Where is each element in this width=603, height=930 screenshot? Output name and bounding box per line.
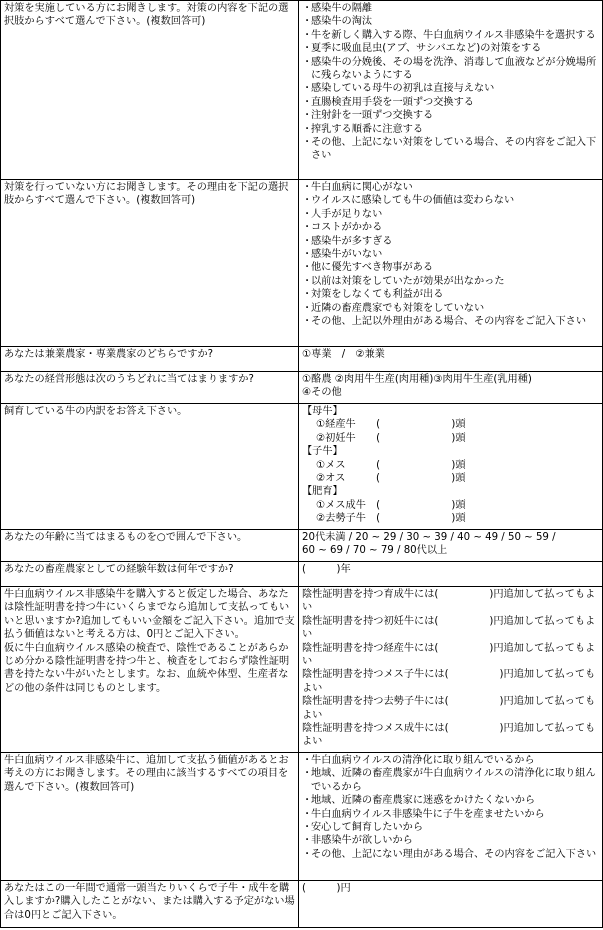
row-herd-breakdown [1, 404, 603, 530]
option-item[interactable]: ・ 感染牛の淘汰 [302, 15, 599, 28]
question-text: 対策を行っていない方にお聞きします。その理由を下記の選択肢からすべて選んで下さい。(複数回答可) [4, 182, 289, 207]
count-field[interactable]: ①メス成牛 ( )頭 [316, 499, 466, 511]
question-cell [1, 372, 299, 404]
question-text: あなたの年齢に当てはまるものを○で囲んで下さい。 [4, 532, 248, 543]
option-item[interactable]: ・ 牛白血病に関心がない [302, 181, 599, 194]
option-item[interactable]: ・ 感染牛の分娩後、その場を洗浄、消毒して血液などが分娩場所に残らないようにする [302, 56, 599, 83]
question-cell [1, 587, 299, 753]
question-text: あなたはこの一年間で通常一頭当たりいくらで子牛・成牛を購入しますか?購入したことがない、または購入する予定がない場合は0円とご記入下さい。 [4, 883, 295, 921]
count-field[interactable]: ②初妊牛 ( )頭 [316, 432, 466, 444]
options-list [302, 754, 599, 861]
option-item[interactable]: ・ コストがかかる [302, 221, 599, 234]
question-cell [1, 1, 299, 180]
question-cell [1, 347, 299, 372]
row-measures-taken [1, 1, 603, 180]
options-list [302, 181, 599, 328]
group-heading: 【母牛】 [302, 406, 343, 417]
option-item[interactable]: ・ 非感染牛が欲しいから [302, 834, 599, 847]
count-field[interactable]: ②去勢子牛 ( )頭 [316, 513, 466, 525]
row-farm-type [1, 347, 603, 372]
answer-cell [299, 347, 603, 372]
row-no-measures [1, 180, 603, 347]
answer-cell [299, 1, 603, 180]
option-item[interactable]: ・ 以前は対策をしていたが効果が出なかった [302, 275, 599, 288]
row-purchase-price [1, 881, 603, 928]
question-text: 牛白血病ウイルス非感染牛を購入すると仮定した場合、あなたは陰性証明書を持つ牛にいくらまでなら追加して支払ってもいいと思いますか?追加してもいい金額をご記入下さい。追加で支払う価値はないと考える方は、0円とご記入下さい。 [4, 589, 295, 641]
count-field[interactable]: ②オス ( )頭 [316, 473, 466, 485]
option-item[interactable]: ・ 人手が足りない [302, 208, 599, 221]
price-field[interactable]: 陰性証明書を持つメス成牛には( )円追加して払ってもよい [302, 723, 596, 748]
price-field[interactable]: 陰性証明書を持つ育成牛には( )円追加して払ってもよい [302, 589, 596, 614]
answer-cell [299, 372, 603, 404]
option-item[interactable]: ・ 近隣の畜産農家でも対策をしていない [302, 302, 599, 315]
answer-choices[interactable]: ①専業 / ②兼業 [302, 349, 385, 360]
option-item[interactable]: ・ 地域、近隣の畜産農家に迷惑をかけたくないから [302, 794, 599, 807]
option-item[interactable]: ・ 他に優先すべき物事がある [302, 261, 599, 274]
option-item[interactable]: ・ その他、上記以外理由がある場合、その内容をご記入下さい [302, 315, 599, 328]
row-reasons-to-pay [1, 753, 603, 881]
options-list [302, 2, 599, 163]
group-heading: 【子牛】 [302, 446, 343, 458]
row-age [1, 530, 603, 562]
option-item[interactable]: ・ その他、上記にない対策をしている場合、その内容をご記入下さい [302, 136, 599, 163]
answer-choices[interactable]: ①酪農 ②肉用牛生産(肉用種)③肉用牛生産(乳用種) [302, 374, 532, 385]
option-item[interactable]: ・ 地域、近隣の畜産農家が牛白血病ウイルスの清浄化に取り組んでいるから [302, 767, 599, 794]
answer-cell [299, 753, 603, 881]
option-item[interactable]: ・ その他、上記にない理由がある場合、その内容をご記入下さい [302, 848, 599, 861]
row-willingness-to-pay [1, 587, 603, 753]
years-field[interactable]: ( )年 [302, 564, 351, 575]
count-field[interactable]: ①メス ( )頭 [316, 459, 466, 471]
question-cell [1, 881, 299, 928]
option-item[interactable]: ・ 感染牛の隔離 [302, 2, 599, 15]
option-item[interactable]: ・ 感染牛が多すぎる [302, 235, 599, 248]
option-item[interactable]: ・ 直腸検査用手袋を一頭ずつ交換する [302, 96, 599, 109]
price-field[interactable]: 陰性証明書を持つ去勢子牛には( )円追加して払ってもよい [302, 696, 596, 721]
question-cell [1, 180, 299, 347]
question-text: 飼育している牛の内訳をお答え下さい。 [4, 406, 188, 417]
option-item[interactable]: ・ 安心して飼育したいから [302, 821, 599, 834]
group-heading: 【肥育】 [302, 486, 343, 498]
question-text: 仮に牛白血病ウイルス感染の検査で、陰性であることがあらかじめ分かる陰性証明書を持つ牛と、検査をしておらず陰性証明書を持たない牛がいたとします。なお、血統や体型、生産者などの他の条件は同じものとします。 [4, 642, 290, 694]
answer-cell [299, 530, 603, 562]
option-item[interactable]: ・ ウイルスに感染しても牛の価値は変わらない [302, 194, 599, 207]
answer-cell [299, 881, 603, 928]
question-cell [1, 753, 299, 881]
question-text: あなたは兼業農家・専業農家のどちらですか? [4, 349, 214, 360]
option-item[interactable]: ・ 搾乳する順番に注意する [302, 123, 599, 136]
row-experience [1, 562, 603, 587]
option-item[interactable]: ・ 牛を新しく購入する際、牛白血病ウイルス非感染牛を選択する [302, 29, 599, 42]
question-cell [1, 404, 299, 530]
yen-field[interactable]: ( )円 [302, 883, 351, 894]
option-item[interactable]: ・ 牛白血病ウイルスの清浄化に取り組んでいるから [302, 754, 599, 767]
question-text: あなたの畜産農家としての経験年数は何年ですか? [4, 564, 234, 575]
option-item[interactable]: ・ 注射針を一頭ずつ交換する [302, 109, 599, 122]
age-choices[interactable]: 20代未満 / 20 ~ 29 / 30 ~ 39 / 40 ~ 49 / 50 ~ 59 / [302, 532, 556, 543]
count-field[interactable]: ①経産牛 ( )頭 [316, 419, 466, 431]
answer-cell [299, 404, 603, 530]
question-cell [1, 562, 299, 587]
question-text: 牛白血病ウイルス非感染牛に、追加して支払う価値があるとお考えの方にお聞きします。その理由に該当するすべての項目を選んで下さい。(複数回答可) [4, 755, 289, 793]
option-item[interactable]: ・ 対策をしなくても利益が出る [302, 288, 599, 301]
answer-cell [299, 562, 603, 587]
option-item[interactable]: ・ 感染牛がいない [302, 248, 599, 261]
price-field[interactable]: 陰性証明書を持つ初妊牛には( )円追加して払ってもよい [302, 615, 596, 641]
option-item[interactable]: ・ 感染している母牛の初乳は直接与えない [302, 82, 599, 95]
price-field[interactable]: 陰性証明書を持つメス子牛には( )円追加して払ってもよい [302, 669, 596, 694]
row-management-type [1, 372, 603, 404]
age-choices[interactable]: 60 ~ 69 / 70 ~ 79 / 80代以上 [302, 545, 448, 557]
answer-choices[interactable]: ④その他 [302, 387, 342, 399]
question-text: あなたの経営形態は次のうちどれに当てはまりますか? [4, 374, 254, 385]
answer-cell [299, 180, 603, 347]
option-item[interactable]: ・ 牛白血病ウイルス非感染牛に子牛を産ませたいから [302, 808, 599, 821]
option-item[interactable]: ・ 夏季に吸血昆虫(アブ、サシバエなど)の対策をする [302, 42, 599, 55]
question-text: 対策を実施している方にお聞きします。対策の内容を下記の選択肢からすべて選んで下さい。(複数回答可) [4, 3, 289, 28]
answer-cell [299, 587, 603, 753]
price-field[interactable]: 陰性証明書を持つ経産牛には( )円追加して払ってもよい [302, 642, 596, 668]
question-cell [1, 530, 299, 562]
